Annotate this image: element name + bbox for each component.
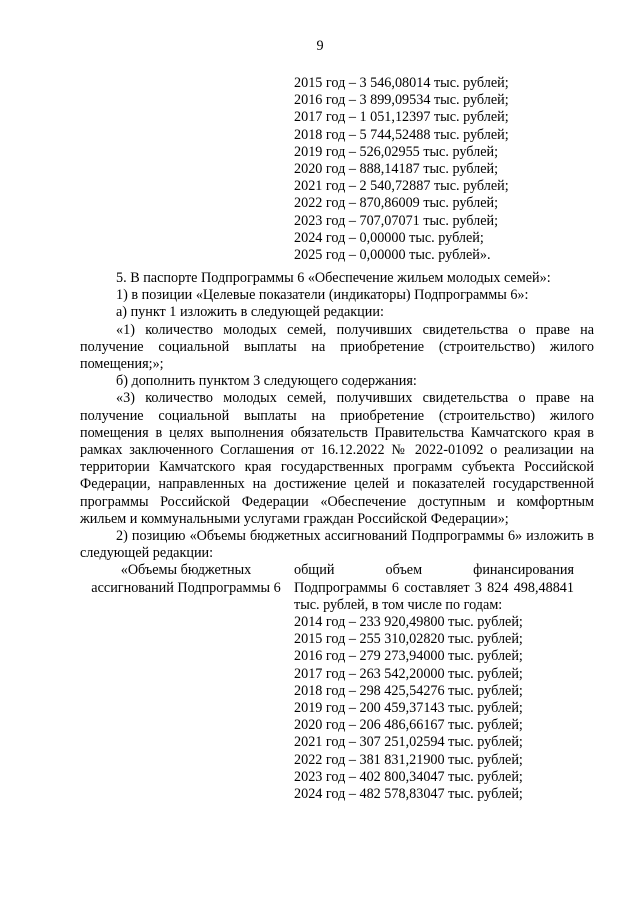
budget-year-line: 2015 год – 255 310,02820 тыс. рублей;	[294, 631, 523, 648]
budget-label-line: ассигнований Подпрограммы 6	[91, 579, 281, 596]
year-line: 2023 год – 707,07071 тыс. рублей;	[294, 212, 499, 229]
year-line: 2021 год – 2 540,72887 тыс. рублей;	[294, 178, 509, 195]
year-line: 2025 год – 0,00000 тыс. рублей».	[294, 247, 491, 264]
budget-year-line: 2018 год – 298 425,54276 тыс. рублей;	[294, 682, 523, 699]
year-line: 2015 год – 3 546,08014 тыс. рублей;	[294, 75, 509, 91]
paragraph-point-b: б) дополнить пунктом 3 следующего содержания:	[116, 373, 417, 390]
year-line: 2017 год – 1 051,12397 тыс. рублей;	[294, 109, 509, 126]
budget-year-line: 2020 год – 206 486,66167 тыс. рублей;	[294, 717, 523, 734]
budget-table	[80, 562, 594, 803]
budget-year-line: 2017 год – 263 542,20000 тыс. рублей;	[294, 665, 523, 682]
paragraph-subitem-2: 2) позицию «Объемы бюджетных ассигнований Подпрограммы 6» изложить в следующей редакции:	[80, 528, 594, 562]
year-line: 2018 год – 5 744,52488 тыс. рублей;	[294, 126, 509, 143]
budget-table-label	[80, 562, 292, 803]
year-line: 2020 год – 888,14187 тыс. рублей;	[294, 161, 499, 178]
paragraph-point-1-text: «1) количество молодых семей, получивших свидетельства о праве на получение социальной выплаты на приобретение (строительство) жилого помещения;»;	[80, 321, 594, 373]
budget-year-line: 2021 год – 307 251,02594 тыс. рублей;	[294, 734, 523, 751]
budget-table-values	[294, 562, 574, 803]
document-body	[80, 270, 594, 803]
budget-year-line: 2019 год – 200 459,37143 тыс. рублей;	[294, 700, 523, 717]
top-year-list	[294, 75, 509, 264]
paragraph-subitem-1: 1) в позиции «Целевые показатели (индикаторы) Подпрограммы 6»:	[116, 287, 529, 304]
year-line: 2016 год – 3 899,09534 тыс. рублей;	[294, 92, 509, 109]
budget-label-line: «Объемы бюджетных	[120, 562, 252, 579]
paragraph-point-3-text: «3) количество молодых семей, получивших свидетельства о праве на получение социальной выплаты на приобретение (строительство) жилого помещения в целях выполнения обязательств Правительства Камчатского края в рамках заключенного Соглашения от 16.12.2022 № 2022-01092 о реализации на территории Камчатского края государственных программ субъекта Российской Федерации, направленных на достижение целей и показателей государственной программы Российской Федерации «Обеспечение доступным и комфортным жильем и коммунальными услугами граждан Российской Федерации»;	[80, 390, 594, 527]
year-line: 2019 год – 526,02955 тыс. рублей;	[294, 143, 499, 160]
paragraph-item-5: 5. В паспорте Подпрограммы 6 «Обеспечение жильем молодых семей»:	[116, 270, 551, 286]
budget-year-line: 2014 год – 233 920,49800 тыс. рублей;	[294, 614, 523, 631]
paragraph-point-a: а) пункт 1 изложить в следующей редакции:	[116, 304, 384, 321]
budget-year-line: 2016 год – 279 273,94000 тыс. рублей;	[294, 648, 523, 665]
year-line: 2022 год – 870,86009 тыс. рублей;	[294, 195, 499, 212]
year-line: 2024 год – 0,00000 тыс. рублей;	[294, 229, 484, 246]
budget-year-line: 2022 год – 381 831,21900 тыс. рублей;	[294, 751, 523, 768]
page-number: 9	[316, 38, 324, 54]
budget-year-line: 2023 год – 402 800,34047 тыс. рублей;	[294, 768, 523, 785]
budget-summary: общий объем финансирования Подпрограммы 6 составляет 3 824 498,48841 тыс. рублей, в том числе по годам:	[294, 562, 574, 613]
budget-year-line: 2024 год – 482 578,83047 тыс. рублей;	[294, 786, 523, 803]
